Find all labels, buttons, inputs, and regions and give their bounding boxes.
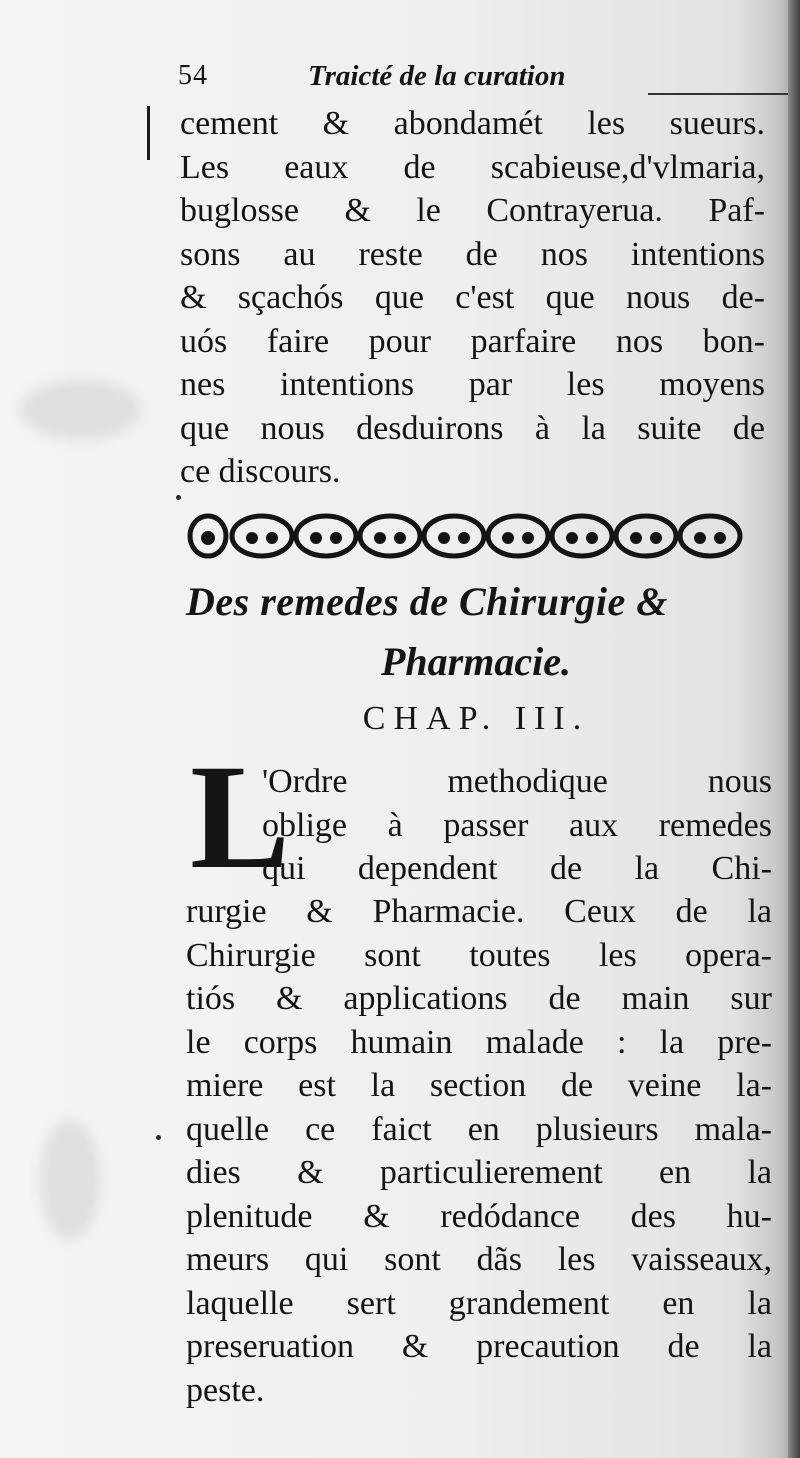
drop-cap: L: [190, 734, 291, 900]
text-line: laquelle sert grandement en la: [186, 1284, 772, 1322]
text-line: Chirurgie sont toutes les opera-: [186, 936, 772, 974]
margin-dot: [156, 1135, 161, 1140]
margin-dot: [176, 495, 181, 500]
ornament-band-icon: [186, 510, 766, 562]
drop-cap-lines: [262, 760, 772, 891]
margin-mark: [147, 106, 150, 160]
section-title-line-1: Des remedes de Chirurgie &: [186, 579, 668, 624]
running-title: Traicté de la curation: [308, 60, 566, 92]
text-line: cement & abondamét les sueurs.: [180, 105, 765, 142]
running-head: [178, 60, 758, 100]
text-line: ce discours.: [180, 453, 341, 490]
text-line: & sçachós que c'est que nous de-: [180, 279, 765, 316]
text-line: peste.: [186, 1371, 265, 1409]
paragraph-2: [186, 890, 772, 1412]
text-line: dies & particulierement en la: [186, 1154, 772, 1191]
text-line: preseruation & precaution de la: [186, 1328, 772, 1365]
text-line: quelle ce faict en plusieurs mala-: [186, 1110, 772, 1148]
text-line: meurs qui sont dãs les vaisseaux,: [186, 1241, 772, 1278]
text-line: que nous desduirons à la suite de: [180, 409, 765, 447]
text-line: uós faire pour parfaire nos bon-: [180, 322, 765, 360]
section-title-line-2: Pharmacie.: [381, 639, 571, 684]
text-line: sons au reste de nos intentions: [180, 235, 765, 273]
page-number: 54: [178, 60, 208, 91]
text-line: tiós & applications de main sur: [186, 980, 772, 1017]
text-line: Les eaux de scabieuse,d'vlmaria,: [180, 148, 765, 186]
text-line: oblige à passer aux remedes: [262, 806, 772, 844]
head-rule: [648, 93, 800, 95]
page-gutter-shadow: [788, 0, 800, 1458]
text-line: rurgie & Pharmacie. Ceux de la: [186, 893, 772, 930]
text-line: le corps humain malade : la pre-: [186, 1023, 772, 1061]
text-line: nes intentions par les moyens: [180, 366, 765, 403]
text-line: buglosse & le Contrayerua. Paf-: [180, 192, 765, 229]
text-line: plenitude & redódance des hu-: [186, 1197, 772, 1235]
text-line: 'Ordre methodique nous: [262, 763, 772, 800]
chapter-heading: CHAP. III.: [362, 700, 590, 737]
paragraph-1: [180, 102, 765, 494]
text-line: miere est la section de veine la-: [186, 1067, 772, 1104]
text-line: qui dependent de la Chi-: [262, 850, 772, 887]
